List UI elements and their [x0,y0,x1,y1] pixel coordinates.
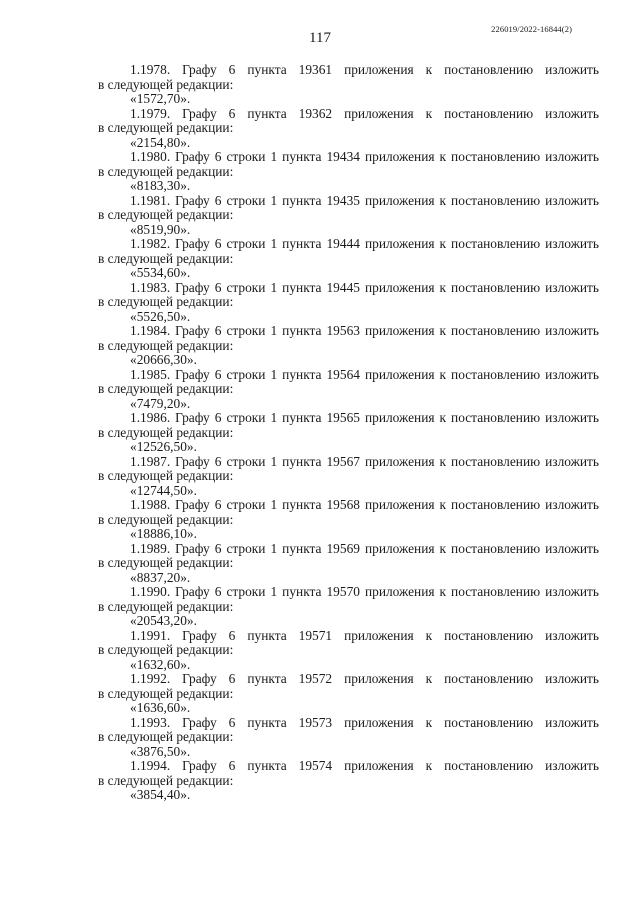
item-value: «1636,60». [130,700,191,715]
item-text: 1.1980. Графу 6 строки 1 пункта 19434 приложения к постановлению изложить [130,149,599,164]
page-number: 117 [309,30,331,46]
item-continuation: в следующей редакции: [98,729,234,744]
item-value: «8519,90». [130,221,191,237]
item-continuation: в следующей редакции: [98,598,234,614]
list-item [98,281,599,325]
document-id: 226019/2022-16844(2) [491,24,572,34]
item-continuation: в следующей редакции: [98,555,234,570]
item-value: «5526,50». [130,308,191,324]
item-value: «3854,40». [130,787,191,802]
item-value: «8837,20». [130,569,191,585]
item-continuation: в следующей редакции: [98,163,234,179]
item-text: 1.1992. Графу 6 пункта 19572 приложения к постановлению изложить [130,671,599,686]
item-continuation: в следующей редакции: [98,424,234,440]
list-item [98,629,599,673]
item-text: 1.1985. Графу 6 строки 1 пункта 19564 приложения к постановлению изложить [130,366,599,382]
item-continuation: в следующей редакции: [98,76,234,92]
item-text: 1.1981. Графу 6 строки 1 пункта 19435 приложения к постановлению изложить [130,192,599,208]
item-value: «20666,30». [130,352,197,367]
list-item [98,542,599,586]
item-continuation: в следующей редакции: [98,381,234,396]
item-continuation: в следующей редакции: [98,294,234,309]
item-value: «8183,30». [130,178,191,193]
item-continuation: в следующей редакции: [98,685,234,701]
item-text: 1.1979. Графу 6 пункта 19362 приложения к постановлению изложить [130,105,599,121]
list-item [98,63,599,107]
item-text: 1.1987. Графу 6 строки 1 пункта 19567 приложения к постановлению изложить [130,453,599,469]
item-value: «1632,60». [130,656,191,672]
item-value: «1572,70». [130,91,191,106]
list-item [98,498,599,542]
list-item [98,716,599,760]
item-text: 1.1990. Графу 6 строки 1 пункта 19570 приложения к постановлению изложить [130,584,599,599]
item-text: 1.1993. Графу 6 пункта 19573 приложения к постановлению изложить [130,714,599,730]
item-text: 1.1984. Графу 6 строки 1 пункта 19563 приложения к постановлению изложить [130,323,599,338]
list-item [98,237,599,281]
item-text: 1.1978. Графу 6 пункта 19361 приложения к постановлению изложить [130,62,599,77]
item-value: «2154,80». [130,134,191,150]
item-value: «12526,50». [130,439,197,454]
item-continuation: в следующей редакции: [98,642,234,657]
item-text: 1.1983. Графу 6 строки 1 пункта 19445 приложения к постановлению изложить [130,279,599,295]
list-item [98,672,599,716]
item-value: «12744,50». [130,482,197,498]
list-item [98,150,599,194]
list-item [98,585,599,629]
item-value: «20543,20». [130,613,197,628]
item-value: «5534,60». [130,265,191,280]
item-continuation: в следующей редакции: [98,468,234,483]
list-item [98,324,599,368]
list-item [98,411,599,455]
item-continuation: в следующей редакции: [98,207,234,222]
item-text: 1.1991. Графу 6 пункта 19571 приложения к постановлению изложить [130,627,599,643]
item-text: 1.1988. Графу 6 строки 1 пункта 19568 приложения к постановлению изложить [130,497,599,512]
list-item [98,455,599,499]
item-text: 1.1994. Графу 6 пункта 19574 приложения к постановлению изложить [130,758,599,773]
item-continuation: в следующей редакции: [98,250,234,266]
item-continuation: в следующей редакции: [98,120,234,135]
item-value: «7479,20». [130,395,191,411]
list-item [98,368,599,412]
list-item [98,107,599,151]
item-text: 1.1986. Графу 6 строки 1 пункта 19565 приложения к постановлению изложить [130,410,599,425]
item-text: 1.1989. Графу 6 строки 1 пункта 19569 приложения к постановлению изложить [130,540,599,556]
item-text: 1.1982. Графу 6 строки 1 пункта 19444 приложения к постановлению изложить [130,236,599,251]
item-value: «18886,10». [130,526,197,541]
item-continuation: в следующей редакции: [98,337,234,353]
item-value: «3876,50». [130,743,191,759]
list-item [98,194,599,238]
document-body [98,63,599,803]
item-continuation: в следующей редакции: [98,511,234,527]
list-item [98,759,599,803]
item-continuation: в следующей редакции: [98,772,234,788]
